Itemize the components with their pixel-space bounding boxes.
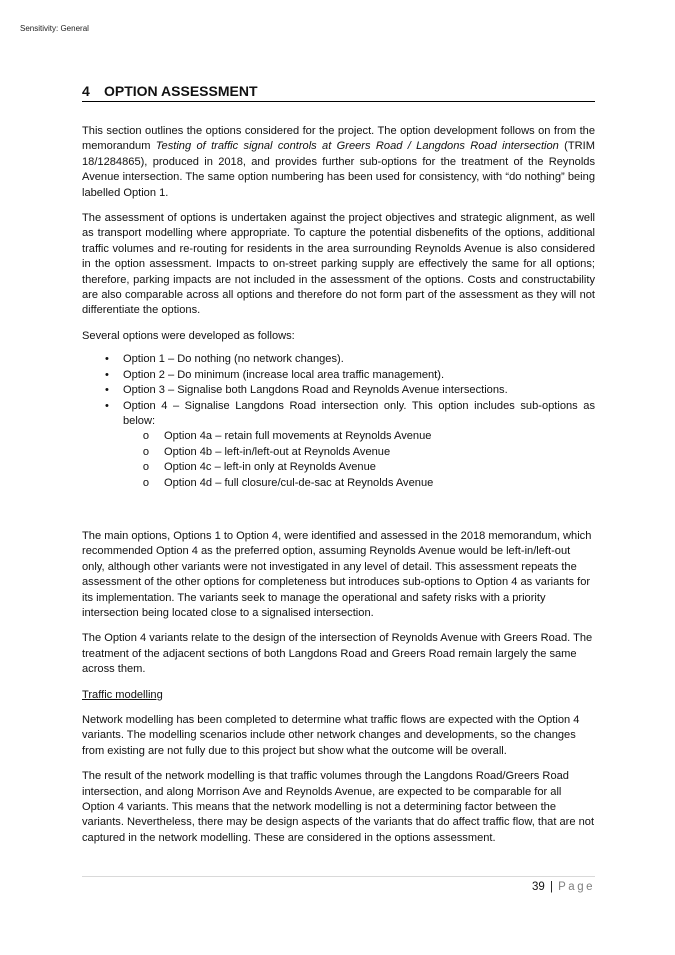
sub-bullet-icon: o — [142, 445, 150, 458]
options-list — [82, 352, 595, 491]
traffic-modelling-heading: Traffic modelling — [82, 688, 163, 701]
sub-options-list — [123, 429, 595, 491]
sub-bullet-icon: o — [142, 430, 150, 443]
bullet-icon: • — [105, 384, 109, 397]
sub-option-text: Option 4b – left-in/left-out at Reynolds Avenue — [164, 445, 391, 458]
memorandum-title: Testing of traffic signal controls at Greers Road / Langdons Road intersection — [155, 140, 559, 153]
assessment-paragraph: The assessment of options is undertaken against the project objectives and strategic alignment, as well as transport modelling where appropriate. To capture the potential disbenefits of the options, additional traffic volumes and re-routing for residents in the area surrounding Reynolds Avenue is also considered in the option assessment. Impacts to on-street parking supply are effectively the same for all options; therefore, parking impacts are not included in the assessment of the options. Costs and constructability are also comparable across all options and therefore do not form part of the assessment as they will not differentiate the options. — [82, 212, 595, 317]
option-text: Option 1 – Do nothing (no network changes). — [123, 353, 344, 366]
sub-option-text: Option 4c – left-in only at Reynolds Avenue — [164, 461, 376, 474]
list-item — [82, 399, 595, 491]
traffic-modelling-paragraph-1: Network modelling has been completed to determine what traffic flows are expected with the Option 4 variants. The modelling scenarios include other network changes and developments, so the changes from existing are not fully due to this project but show what the outcome will be overall. — [82, 714, 580, 757]
list-item — [82, 368, 595, 383]
page-footer — [82, 876, 595, 893]
sub-bullet-icon: o — [142, 476, 150, 489]
option-text: Option 4 – Signalise Langdons Road intersection only. This option includes sub-options as below: — [123, 399, 595, 427]
section-heading — [82, 82, 595, 102]
bullet-icon: • — [105, 399, 109, 412]
bullet-icon: • — [105, 368, 109, 381]
list-item — [123, 476, 595, 491]
list-item — [82, 383, 595, 398]
intro-paragraph — [82, 124, 595, 201]
footer-separator: | — [549, 881, 553, 893]
list-item — [123, 445, 595, 460]
sub-option-text: Option 4a – retain full movements at Reynolds Avenue — [164, 430, 432, 443]
sub-option-text: Option 4d – full closure/cul-de-sac at Reynolds Avenue — [164, 476, 434, 489]
list-item — [123, 460, 595, 475]
intro-text-after: (TRIM 18/1284865), produced in 2018, and provides further sub-options for the treatment of the Reynolds Avenue intersection. The same option numbering has been used for consistency, with “do nothing” being labelled Option 1. — [82, 140, 595, 199]
page-number: 39 — [531, 881, 545, 893]
sensitivity-label: Sensitivity: General — [20, 24, 89, 33]
main-options-paragraph: The main options, Options 1 to Option 4, were identified and assessed in the 2018 memorandum, which recommended Option 4 as the preferred option, assuming Reynolds Avenue would be left-in/left-out only, although other variants were not investigated in any level of detail. This assessment repeats the assessment of the other options for completeness but introduces sub-options to Option 4 as variants for its implementation. The variants seek to manage the operational and safety risks with a priority intersection being located close to a signalised intersection. — [82, 529, 592, 619]
section-number: 4 — [82, 83, 90, 99]
variants-paragraph: The Option 4 variants relate to the design of the intersection of Reynolds Avenue with Greers Road. The treatment of the adjacent sections of both Langdons Road and Greers Road remain largely the same across them. — [82, 632, 593, 676]
list-item — [82, 352, 595, 367]
section-title: OPTION ASSESSMENT — [104, 83, 258, 99]
list-item — [123, 429, 595, 444]
intro-text-before: This section outlines the options considered for the project. The option development follows on from the memorandum — [82, 125, 595, 153]
options-intro: Several options were developed as follows: — [82, 329, 295, 342]
page-label: Page — [558, 881, 595, 893]
option-text: Option 3 – Signalise both Langdons Road and Reynolds Avenue intersections. — [123, 384, 508, 397]
option-text: Option 2 – Do minimum (increase local area traffic management). — [123, 368, 445, 381]
bullet-icon: • — [105, 353, 109, 366]
document-body — [82, 82, 595, 856]
sub-bullet-icon: o — [142, 461, 150, 474]
traffic-modelling-paragraph-2: The result of the network modelling is that traffic volumes through the Langdons Road/Greers Road intersection, and along Morrison Ave and Reynolds Avenue, are expected to be comparable for all Option 4 variants. This means that the network modelling is not a determining factor between the variants. Nevertheless, there may be design aspects of the variants that do affect traffic flow, that are not captured in the network modelling. These are considered in the options assessment. — [82, 770, 595, 844]
